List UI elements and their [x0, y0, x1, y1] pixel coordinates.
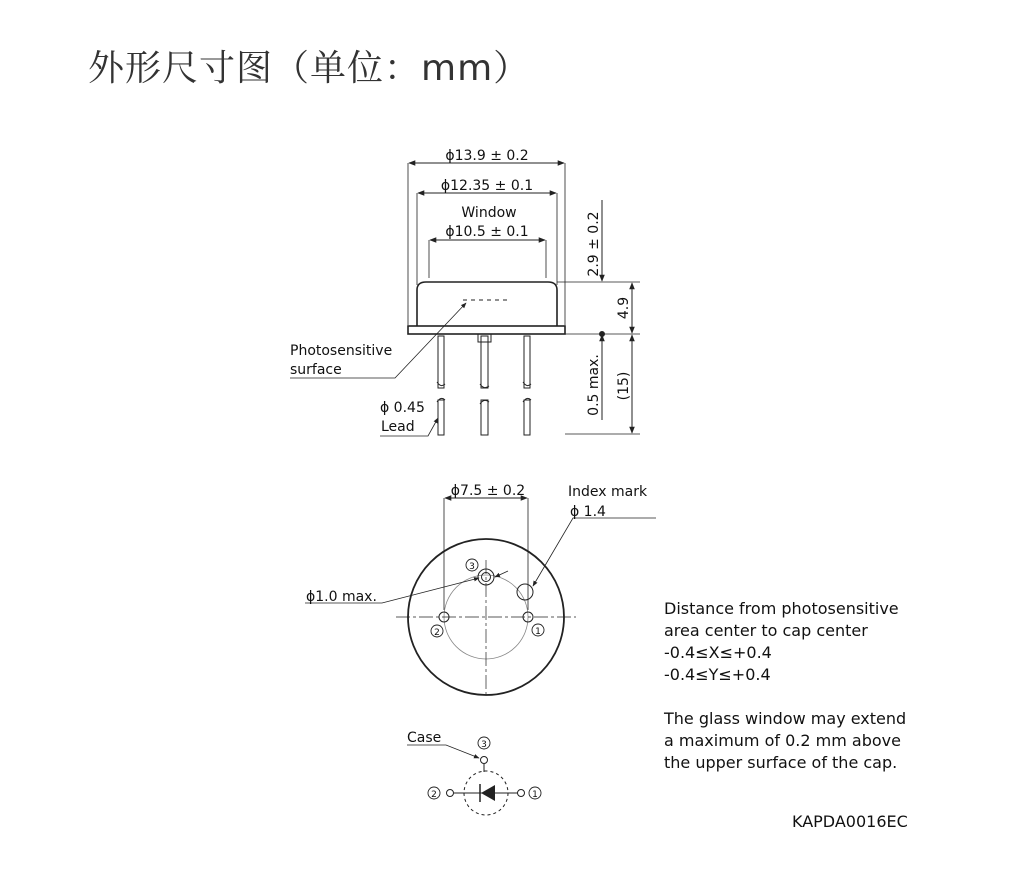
lead-left-lower	[438, 400, 444, 435]
pin-3-label: 3	[469, 562, 475, 572]
window-label: Window	[461, 205, 517, 221]
schematic-pin-1	[518, 790, 525, 797]
dim-window: ϕ10.5 ± 0.1	[445, 224, 529, 240]
note-distance-line: -0.4≤X≤+0.4	[664, 643, 772, 662]
photosensitive-label-2: surface	[290, 362, 342, 378]
dim-pin-circle: ϕ7.5 ± 0.2	[450, 483, 526, 499]
diode-icon	[481, 785, 495, 801]
schematic-pin-2-label: 2	[431, 790, 437, 800]
drawing-code: KAPDA0016EC	[792, 812, 908, 831]
note-distance-line: Distance from photosensitive	[664, 599, 899, 618]
cap-body	[417, 282, 557, 326]
page-title: 外形尺寸图（单位：mm）	[88, 48, 531, 89]
pin-dia: ϕ1.0 max.	[306, 589, 377, 605]
dim-cap: ϕ12.35 ± 0.1	[440, 178, 534, 194]
schematic-pin-2	[447, 790, 454, 797]
schematic-pin-1-label: 1	[532, 790, 538, 800]
index-dia: ϕ 1.4	[570, 504, 606, 520]
pin-2-label: 2	[434, 628, 440, 638]
lead-center-upper	[481, 336, 488, 388]
dim-total-height: 4.9	[616, 296, 632, 320]
schematic	[407, 737, 541, 815]
note-glass	[664, 708, 906, 774]
photosensitive-label-1: Photosensitive	[290, 343, 393, 359]
dim-lead-length: (15)	[616, 371, 632, 401]
note-glass-line: a maximum of 0.2 mm above	[664, 731, 901, 750]
note-glass-line: the upper surface of the cap.	[664, 753, 898, 772]
lead-right-upper	[524, 336, 530, 388]
note-distance-line: area center to cap center	[664, 621, 868, 640]
note-distance	[664, 598, 899, 686]
lead-center-collar	[478, 334, 491, 342]
lead-center-lower	[481, 400, 488, 435]
schematic-pin-3	[481, 757, 488, 764]
case-label: Case	[407, 730, 442, 746]
lead-left-upper	[438, 336, 444, 388]
dim-flange: 0.5 max.	[586, 354, 602, 416]
flange	[408, 326, 565, 334]
note-distance-line: -0.4≤Y≤+0.4	[664, 665, 771, 684]
dim-outer: ϕ13.9 ± 0.2	[445, 148, 529, 164]
note-glass-line: The glass window may extend	[664, 709, 907, 728]
lead-right-lower	[524, 400, 530, 435]
index-label: Index mark	[568, 484, 648, 500]
lead-label: Lead	[381, 419, 415, 435]
dim-cap-height: 2.9 ± 0.2	[586, 211, 602, 277]
lead-dia: ϕ 0.45	[380, 400, 425, 416]
pin-1-label: 1	[535, 627, 541, 637]
schematic-pin-3-label: 3	[481, 740, 487, 750]
